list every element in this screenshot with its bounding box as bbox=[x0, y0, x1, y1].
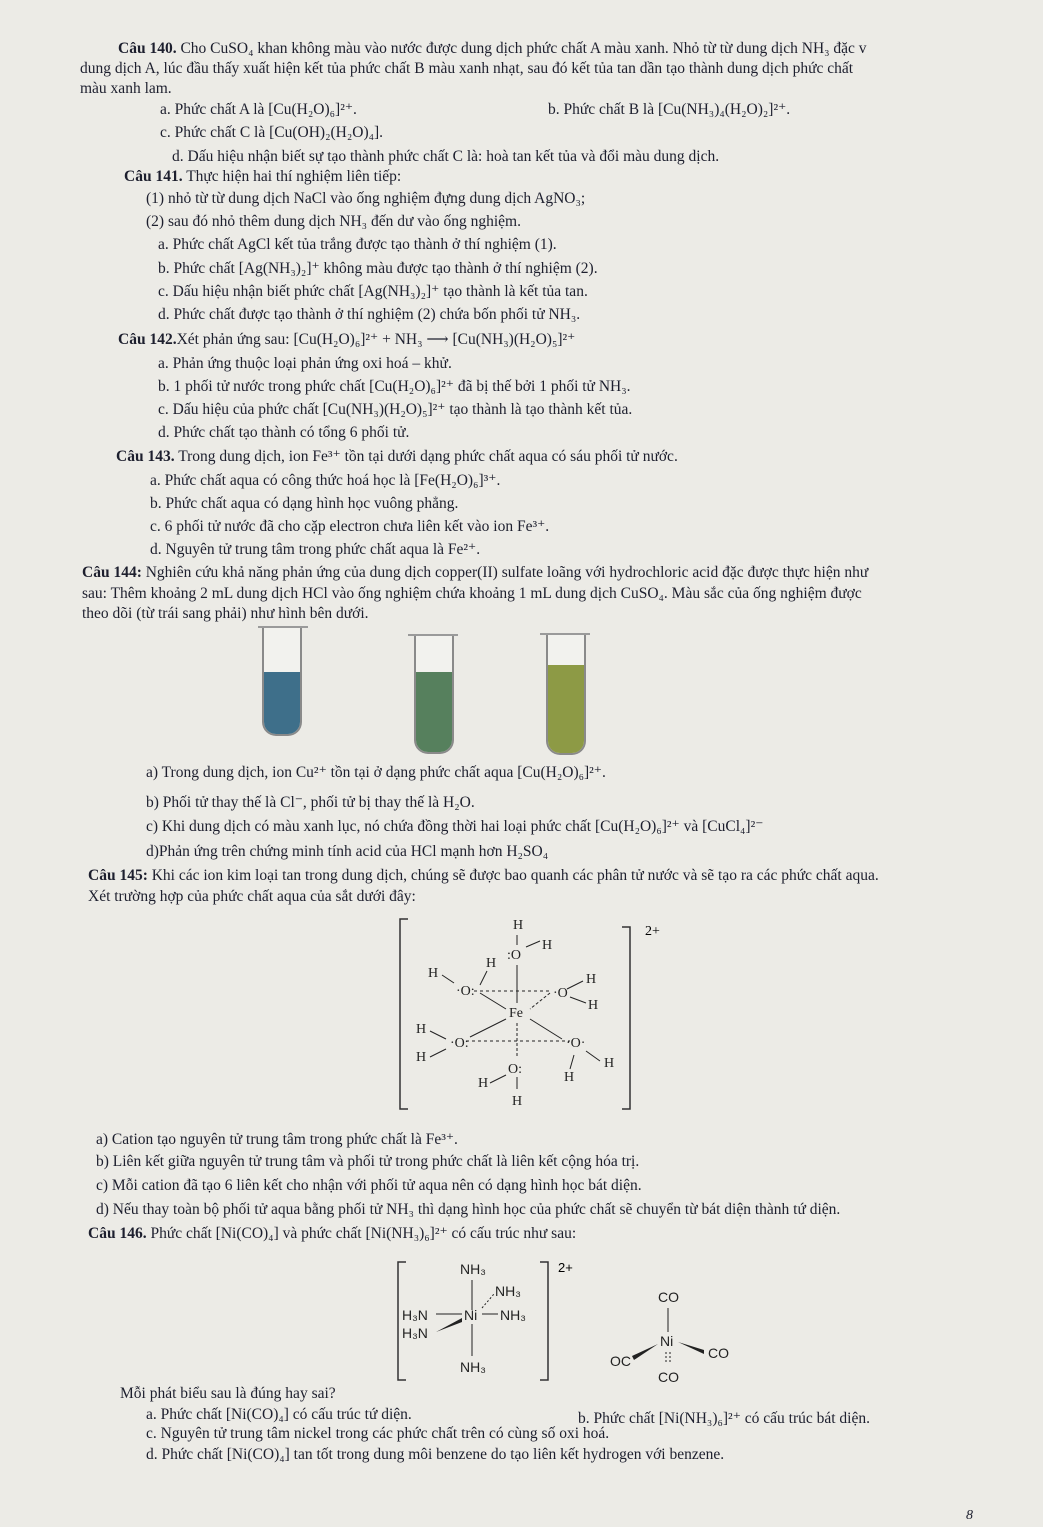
q145-intro-2: Xét trường hợp của phức chất aqua của sắt dưới đây: bbox=[88, 888, 416, 905]
q142-option-b: b. 1 phối tử nước trong phức chất [Cu(H₂O)₆]²⁺ đã bị thế bởi 1 phối tử NH₃. bbox=[158, 378, 631, 395]
q144-intro-1: Nghiên cứu khả năng phản ứng của dung dịch copper(II) sulfate loãng với hydrochloric acid đặc được thực hiện như bbox=[145, 564, 869, 581]
q141-option-a: a. Phức chất AgCl kết tủa trắng được tạo thành ở thí nghiệm (1). bbox=[158, 236, 557, 253]
q144-option-b: b) Phối tử thay thế là Cl⁻, phối tử bị thay thế là H₂O. bbox=[146, 794, 475, 811]
q140-option-c: c. Phức chất C là [Cu(OH)₂(H₂O)₄]. bbox=[160, 124, 384, 141]
q146-option-d: d. Phức chất [Ni(CO)₄] tan tốt trong dung môi benzene do tạo liên kết hydrogen với benzene. bbox=[146, 1446, 725, 1463]
fe-complex-charge: 2+ bbox=[645, 924, 660, 939]
q142-option-c: c. Dấu hiệu của phức chất [Cu(NH₃)(H₂O)₅]²⁺ tạo thành là tạo thành kết tủa. bbox=[158, 401, 633, 418]
fe-central-atom: Fe bbox=[509, 1006, 523, 1021]
svg-text:H: H bbox=[564, 1070, 575, 1085]
q146-option-a: a. Phức chất [Ni(CO)₄] có cấu trúc tứ diện. bbox=[146, 1406, 412, 1423]
tube-2-liquid bbox=[416, 672, 452, 752]
svg-text::O: :O bbox=[507, 948, 521, 963]
q141-line1 bbox=[124, 168, 401, 186]
q141-option-d: d. Phức chất được tạo thành ở thí nghiệm (2) chứa bốn phối tử NH₃. bbox=[158, 306, 581, 323]
q146-option-b: b. Phức chất [Ni(NH₃)₆]²⁺ có cấu trúc bát diện. bbox=[578, 1410, 870, 1427]
q146-title: Câu 146. bbox=[88, 1225, 147, 1242]
svg-text:H: H bbox=[542, 938, 553, 953]
q146-option-c: c. Nguyên tử trung tâm nickel trong các phức chất trên có cùng số oxi hoá. bbox=[146, 1425, 610, 1442]
q143-line1 bbox=[116, 448, 678, 466]
svg-text:H: H bbox=[513, 918, 524, 933]
nh3-top: NH₃ bbox=[460, 1261, 486, 1277]
q145-intro-1: Khi các ion kim loại tan trong dung dịch, chúng sẽ được bao quanh các phân tử nước và sẽ tạo ra các phức chất aqua. bbox=[151, 867, 879, 884]
ni-central-atom: Ni bbox=[464, 1307, 478, 1323]
q140-option-a: a. Phức chất A là [Cu(H₂O)₆]²⁺. bbox=[160, 101, 357, 118]
q144-title: Câu 144: bbox=[82, 564, 142, 581]
q140-intro-2: dung dịch A, lúc đầu thấy xuất hiện kết tủa phức chất B màu xanh nhạt, sau đó kết tủa tan dần tạo thành dung dịch phức chất bbox=[80, 60, 854, 77]
nh3-right: NH₃ bbox=[500, 1307, 526, 1323]
q146-prompt: Mỗi phát biểu sau là đúng hay sai? bbox=[120, 1385, 336, 1402]
q141-step-1: (1) nhỏ từ từ dung dịch NaCl vào ống nghiệm đựng dung dịch AgNO₃; bbox=[146, 190, 586, 207]
nh3-bottom: NH₃ bbox=[460, 1359, 486, 1375]
q143-option-d: d. Nguyên tử trung tâm trong phức chất aqua là Fe²⁺. bbox=[150, 541, 481, 558]
svg-text:H: H bbox=[486, 956, 497, 971]
svg-text:H: H bbox=[478, 1076, 489, 1091]
q145-option-d: d) Nếu thay toàn bộ phối tử aqua bằng phối tử NH₃ thì dạng hình học của phức chất sẽ chuyển từ bát diện thành tứ diện. bbox=[96, 1201, 841, 1218]
q140-intro-1: Cho CuSO₄ khan không màu vào nước được dung dịch phức chất A màu xanh. Nhỏ từ từ dung dịch NH₃ đặc v bbox=[180, 40, 867, 57]
q144-intro-2: sau: Thêm khoảng 2 mL dung dịch HCl vào ống nghiệm chứa khoảng 1 mL dung dịch CuSO₄. Màu sắc của ống nghiệm được bbox=[82, 585, 862, 602]
q143-intro: Trong dung dịch, ion Fe³⁺ tồn tại dưới dạng phức chất aqua có sáu phối tử nước. bbox=[178, 448, 678, 465]
svg-text:O:: O: bbox=[508, 1062, 522, 1077]
q142-intro: Xét phản ứng sau: [Cu(H₂O)₆]²⁺ + NH₃ ⟶ [Cu(NH₃)(H₂O)₅]²⁺ bbox=[176, 331, 576, 348]
q140-option-b: b. Phức chất B là [Cu(NH₃)₄(H₂O)₂]²⁺. bbox=[548, 101, 791, 118]
q144-intro-3: theo dõi (từ trái sang phải) như hình bên dưới. bbox=[82, 605, 369, 622]
q141-step-2: (2) sau đó nhỏ thêm dung dịch NH₃ đến dư vào ống nghiệm. bbox=[146, 213, 521, 230]
q143-title: Câu 143. bbox=[116, 448, 175, 465]
ni-co-4-structure bbox=[600, 1280, 750, 1390]
svg-text:H: H bbox=[416, 1050, 427, 1065]
q142-line1 bbox=[118, 331, 575, 349]
svg-text:·O: ·O bbox=[553, 986, 568, 1001]
tube-3-liquid bbox=[548, 665, 584, 753]
q144-line1 bbox=[82, 564, 868, 582]
q145-option-b: b) Liên kết giữa nguyên tử trung tâm và phối tử trong phức chất là liên kết cộng hóa trị. bbox=[96, 1153, 640, 1170]
q145-option-a: a) Cation tạo nguyên tử trung tâm trong phức chất là Fe³⁺. bbox=[96, 1131, 458, 1148]
q143-option-b: b. Phức chất aqua có dạng hình học vuông phẳng. bbox=[150, 495, 459, 512]
svg-text:H: H bbox=[512, 1094, 523, 1109]
q144-option-a: a) Trong dung dịch, ion Cu²⁺ tồn tại ở dạng phức chất aqua [Cu(H₂O)₆]²⁺. bbox=[146, 764, 606, 781]
q142-option-d: d. Phức chất tạo thành có tổng 6 phối tử. bbox=[158, 424, 410, 441]
ni-nh3-charge: 2+ bbox=[558, 1260, 573, 1275]
q142-option-a: a. Phản ứng thuộc loại phản ứng oxi hoá – khử. bbox=[158, 355, 452, 372]
page-number: 8 bbox=[966, 1508, 973, 1523]
q140-title: Câu 140. bbox=[118, 40, 177, 57]
co-top: CO bbox=[658, 1289, 679, 1305]
oc-left: OC bbox=[610, 1353, 631, 1369]
q141-title: Câu 141. bbox=[124, 168, 183, 185]
q144-option-c: c) Khi dung dịch có màu xanh lục, nó chứa đồng thời hai loại phức chất [Cu(H₂O)₆]²⁺ và [CuCl₄]²⁻ bbox=[146, 818, 764, 835]
q140-line1 bbox=[118, 40, 867, 58]
svg-text:H: H bbox=[428, 966, 439, 981]
svg-text:H: H bbox=[416, 1022, 427, 1037]
q143-option-c: c. 6 phối tử nước đã cho cặp electron chưa liên kết vào ion Fe³⁺. bbox=[150, 518, 550, 535]
nh3-upper-right: NH₃ bbox=[495, 1283, 521, 1299]
svg-text:H: H bbox=[586, 972, 597, 987]
q141-option-c: c. Dấu hiệu nhận biết phức chất [Ag(NH₃)₂]⁺ tạo thành là kết tủa tan. bbox=[158, 283, 588, 300]
fe-aqua-complex-diagram bbox=[390, 905, 680, 1115]
h3n-lower-left: H₃N bbox=[402, 1325, 428, 1341]
q142-title: Câu 142. bbox=[118, 331, 177, 348]
h3n-left: H₃N bbox=[402, 1307, 428, 1323]
q145-option-c: c) Mỗi cation đã tạo 6 liên kết cho nhận với phối tử aqua nên có dạng hình học bát diện. bbox=[96, 1177, 642, 1194]
q140-option-d: d. Dấu hiệu nhận biết sự tạo thành phức chất C là: hoà tan kết tủa và đổi màu dung dịch. bbox=[172, 148, 720, 165]
svg-text:·O:: ·O: bbox=[456, 984, 475, 999]
tube-1-liquid bbox=[264, 672, 300, 734]
test-tube-1 bbox=[262, 628, 302, 736]
test-tube-2 bbox=[414, 636, 454, 754]
ni-nh3-6-structure bbox=[390, 1250, 600, 1385]
svg-text:H: H bbox=[588, 998, 599, 1013]
test-tube-3 bbox=[546, 635, 586, 755]
svg-text:·O:: ·O: bbox=[450, 1036, 469, 1051]
svg-text:H: H bbox=[604, 1056, 615, 1071]
q144-option-d: d)Phản ứng trên chứng minh tính acid của HCl mạnh hơn H₂SO₄ bbox=[146, 843, 549, 860]
q140-intro-3: màu xanh lam. bbox=[80, 80, 172, 97]
q143-option-a: a. Phức chất aqua có công thức hoá học là [Fe(H₂O)₆]³⁺. bbox=[150, 472, 501, 489]
q141-option-b: b. Phức chất [Ag(NH₃)₂]⁺ không màu được tạo thành ở thí nghiệm (2). bbox=[158, 260, 598, 277]
co-right: CO bbox=[708, 1345, 729, 1361]
q146-line1 bbox=[88, 1225, 576, 1243]
q141-intro: Thực hiện hai thí nghiệm liên tiếp: bbox=[186, 168, 402, 185]
q145-title: Câu 145: bbox=[88, 867, 148, 884]
co-bottom: CO bbox=[658, 1369, 679, 1385]
ni-tetrahedral-center: Ni bbox=[660, 1333, 674, 1349]
q146-intro: Phức chất [Ni(CO)₄] và phức chất [Ni(NH₃)₆]²⁺ có cấu trúc như sau: bbox=[150, 1225, 577, 1242]
svg-text:·O·: ·O· bbox=[566, 1036, 586, 1051]
q145-line1 bbox=[88, 867, 879, 885]
